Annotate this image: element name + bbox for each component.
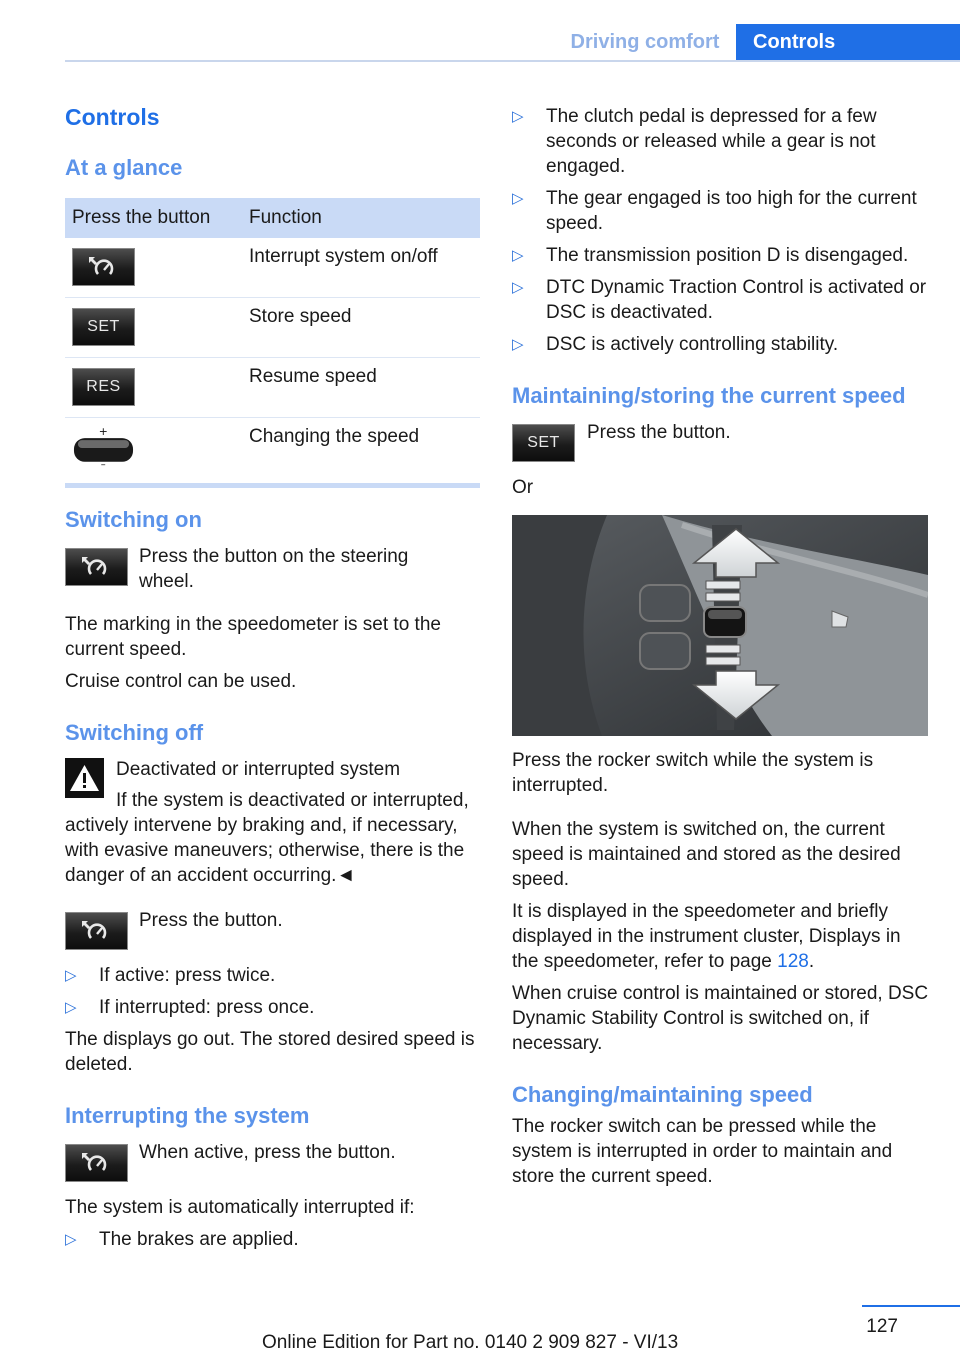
interrupting-p: The system is automatically interrupted if: xyxy=(65,1197,415,1218)
footer-rule xyxy=(862,1305,960,1307)
bullet-triangle-icon: ▷ xyxy=(512,190,524,207)
bullet-triangle-icon: ▷ xyxy=(512,279,524,296)
table-row xyxy=(65,238,480,298)
table-cell-function: Resume speed xyxy=(249,366,377,387)
page-number: 127 xyxy=(866,1316,898,1337)
bullet-triangle-icon: ▷ xyxy=(65,999,77,1016)
interrupt-conditions-list xyxy=(512,104,930,364)
table-row xyxy=(65,418,480,477)
table-cell-function: Interrupt system on/off xyxy=(249,246,438,267)
switching-on-p2: Cruise control can be used. xyxy=(65,671,297,692)
switching-on-button-text: Press the button on the steering wheel. xyxy=(139,546,409,592)
heading-changing: Changing/maintaining speed xyxy=(512,1082,813,1107)
header-rule xyxy=(65,60,960,62)
svg-text:–: – xyxy=(100,459,107,468)
cruise-control-icon xyxy=(65,912,128,950)
controls-table xyxy=(65,198,480,488)
footer-edition: Online Edition for Part no. 0140 2 909 827 - VI/13 xyxy=(262,1332,679,1353)
bullet-triangle-icon: ▷ xyxy=(512,336,524,353)
svg-text:+: + xyxy=(98,426,109,439)
heading-maintaining: Maintaining/storing the current speed xyxy=(512,383,906,408)
bullet-triangle-icon: ▷ xyxy=(65,967,77,984)
heading-interrupting: Interrupting the system xyxy=(65,1103,310,1128)
page-title: Controls xyxy=(65,104,160,130)
interrupting-button-text: When active, press the button. xyxy=(139,1142,396,1163)
list-item: ▷ If active: press twice. xyxy=(65,965,276,986)
table-col-function: Function xyxy=(249,207,322,228)
maintaining-p3: It is displayed in the speedometer and briefly displayed in the instrument cluster, Displays in the speedometer, refer to page 128. xyxy=(512,901,901,972)
maintaining-button-text: Press the button. xyxy=(587,422,731,443)
table-col-button: Press the button xyxy=(72,207,211,228)
maintaining-p2: When the system is switched on, the current speed is maintained and stored as the desired speed. xyxy=(512,819,901,890)
section-at-a-glance: At a glance xyxy=(65,155,183,180)
page-link-128[interactable]: 128 xyxy=(777,951,809,972)
res-button-icon: RES xyxy=(72,368,135,406)
list-item: ▷ DTC Dynamic Traction Control is activated or DSC is deactivated. xyxy=(512,277,927,323)
list-item: ▷ DSC is actively controlling stability. xyxy=(512,334,839,355)
heading-switching-off: Switching off xyxy=(65,720,204,745)
list-item: ▷ The gear engaged is too high for the current speed. xyxy=(512,188,917,234)
warning-text: If the system is deactivated or interrupted, actively intervene by braking and, if necessary, with evasive maneuvers; otherwise, there is the danger of an accident occurring.◄ xyxy=(65,790,469,886)
maintaining-p4: When cruise control is maintained or stored, DSC Dynamic Stability Control is switched on, if necessary. xyxy=(512,983,929,1054)
maintaining-p1: Press the rocker switch while the system is interrupted. xyxy=(512,750,874,796)
header-section: Driving comfort xyxy=(570,31,720,53)
bullet-triangle-icon: ▷ xyxy=(512,247,524,264)
table-row xyxy=(65,298,480,358)
table-cell-function: Changing the speed xyxy=(249,426,420,447)
table-bottom-rule xyxy=(65,483,480,488)
steering-wheel-rocker-photo xyxy=(512,515,928,736)
bullet-triangle-icon: ▷ xyxy=(512,108,524,125)
list-item: ▷ The transmission position D is disengaged. xyxy=(512,245,909,266)
cruise-control-icon xyxy=(65,548,128,586)
interrupting-list xyxy=(65,1227,480,1259)
warning-title: Deactivated or interrupted system xyxy=(116,759,401,780)
header-tab-controls[interactable]: Controls xyxy=(736,24,960,61)
switching-off-list xyxy=(65,963,480,1027)
list-item: ▷ The brakes are applied. xyxy=(65,1229,299,1250)
list-item: ▷ If interrupted: press once. xyxy=(65,997,315,1018)
cruise-control-icon xyxy=(72,248,135,286)
switching-off-button-text: Press the button. xyxy=(139,910,283,931)
heading-switching-on: Switching on xyxy=(65,507,202,532)
switching-off-p: The displays go out. The stored desired speed is deleted. xyxy=(65,1029,475,1075)
bullet-triangle-icon: ▷ xyxy=(65,1231,77,1248)
switching-on-p1: The marking in the speedometer is set to the current speed. xyxy=(65,614,441,660)
table-header xyxy=(65,198,480,238)
set-button-icon: SET xyxy=(512,424,575,462)
table-row xyxy=(65,358,480,418)
list-item: ▷ The clutch pedal is depressed for a few seconds or released while a gear is not engaged. xyxy=(512,106,877,177)
table-cell-function: Store speed xyxy=(249,306,352,327)
rocker-switch-icon xyxy=(72,428,135,466)
maintaining-or: Or xyxy=(512,477,534,498)
cruise-control-icon xyxy=(65,1144,128,1182)
changing-p: The rocker switch can be pressed while the system is interrupted in order to maintain and store the current speed. xyxy=(512,1116,893,1187)
set-button-icon: SET xyxy=(72,308,135,346)
